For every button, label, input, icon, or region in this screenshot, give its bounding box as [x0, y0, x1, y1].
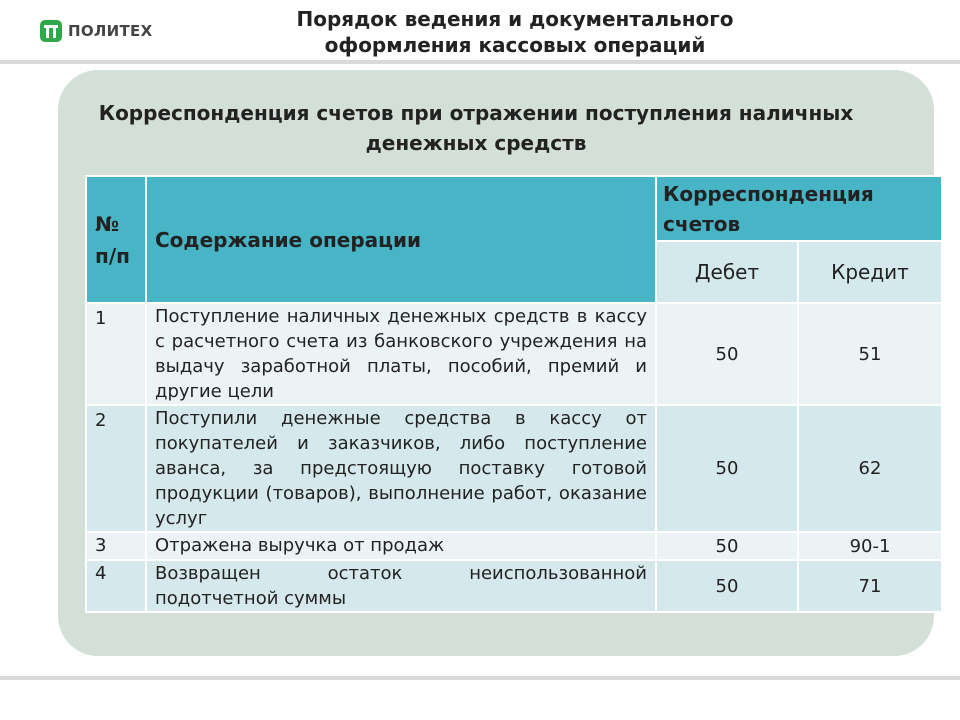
row-debit: 50 — [656, 560, 798, 612]
row-num: 2 — [86, 405, 146, 532]
logo-text: ПОЛИТЕХ — [68, 22, 153, 40]
row-debit: 50 — [656, 532, 798, 560]
row-num: 3 — [86, 532, 146, 560]
header-correspondence-label: Корреспонденция счетов — [663, 181, 874, 236]
logo — [40, 18, 152, 44]
table-row — [86, 532, 942, 560]
row-content: Поступление наличных денежных средств в кассу с расчетного счета из банковского учреждения на выдачу заработной платы, пособий, премий и другие цели — [146, 303, 656, 405]
table-row — [86, 303, 942, 405]
page-title: Порядок ведения и документального оформления кассовых операций — [296, 7, 734, 57]
row-credit: 62 — [798, 405, 942, 532]
header-num — [86, 176, 146, 303]
header-debit: Дебет — [656, 241, 798, 303]
header-num-label: № п/п — [95, 211, 130, 268]
header-content-label: Содержание операции — [155, 227, 421, 252]
header-correspondence — [656, 176, 942, 241]
header-content — [146, 176, 656, 303]
table-row — [86, 560, 942, 612]
accounts-table — [85, 175, 943, 613]
row-debit: 50 — [656, 405, 798, 532]
row-credit: 71 — [798, 560, 942, 612]
footer-divider — [0, 676, 960, 680]
row-credit: 90-1 — [798, 532, 942, 560]
panel-title: Корреспонденция счетов при отражении поступления наличных денежных средств — [98, 101, 854, 155]
row-num: 4 — [86, 560, 146, 612]
header-divider — [0, 60, 960, 64]
row-content: Отражена выручка от продаж — [146, 532, 656, 560]
row-content: Возвращен остаток неиспользованной подотчетной суммы — [146, 560, 656, 612]
row-debit: 50 — [656, 303, 798, 405]
row-credit: 51 — [798, 303, 942, 405]
logo-pi-icon — [40, 20, 62, 42]
header-credit: Кредит — [798, 241, 942, 303]
row-num: 1 — [86, 303, 146, 405]
table-row — [86, 405, 942, 532]
row-content: Поступили денежные средства в кассу от покупателей и заказчиков, либо поступление аванса, за предстоящую поставку готовой продукции (товаров), выполнение работ, оказание услуг — [146, 405, 656, 532]
